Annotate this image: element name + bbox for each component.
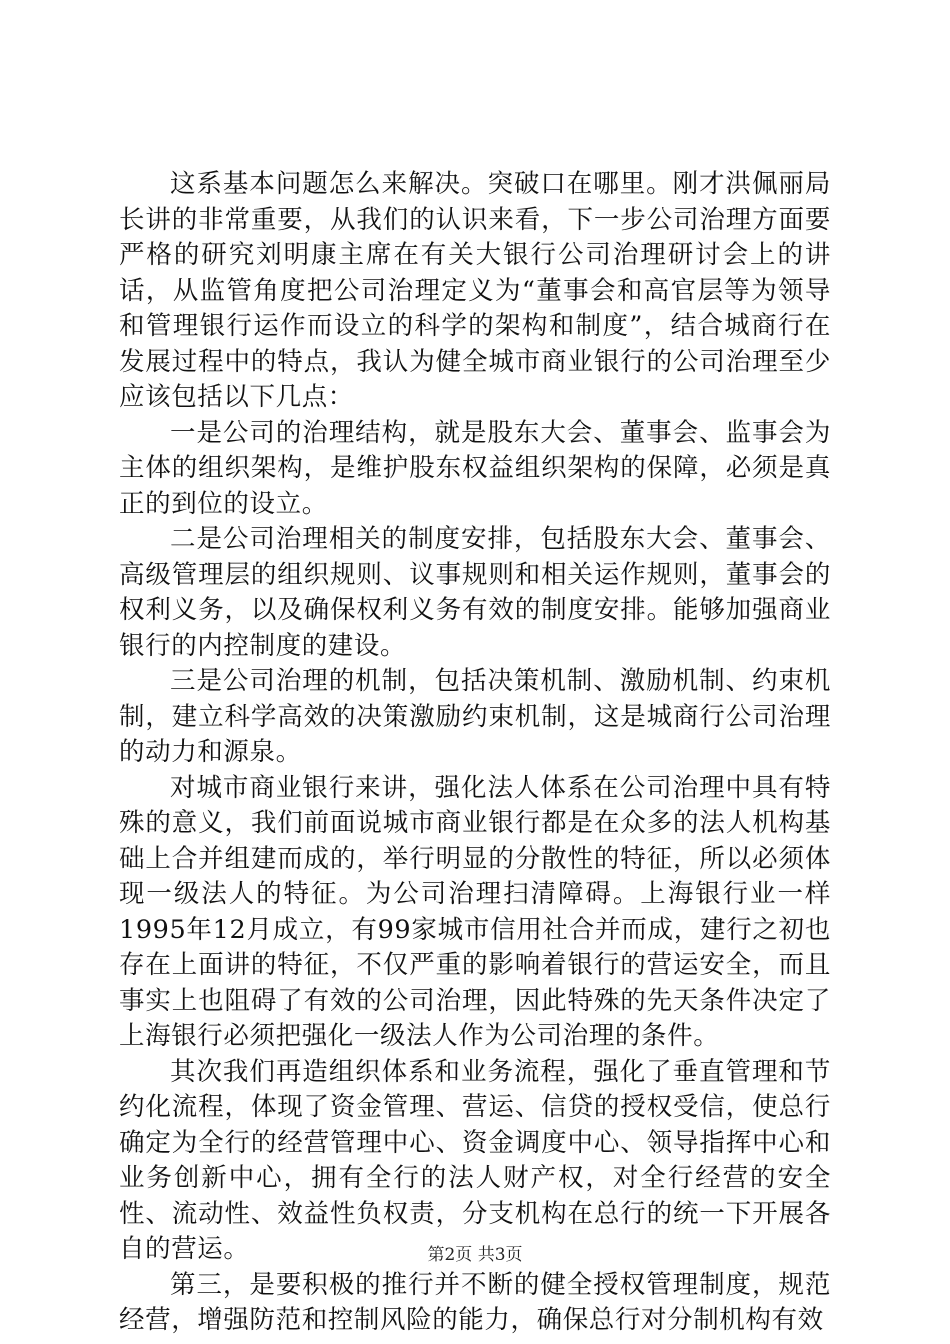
paragraph-1: 这系基本问题怎么来解决。突破口在哪里。刚才洪佩丽局长讲的非常重要，从我们的认识来看，下一步公司治理方面要严格的研究刘明康主席在有关大银行公司治理研讨会上的讲话，从监管角度把公司治理定义为“董事会和高官层等为领导和管理银行运作而设立的科学的架构和制度”，结合城商行在发展过程中的特点，我认为健全城市商业银行的公司治理至少应该包括以下几点： bbox=[119, 169, 831, 412]
paragraph-3: 二是公司治理相关的制度安排，包括股东大会、董事会、高级管理层的组织规则、议事规则和相关运作规则，董事会的权利义务，以及确保权利义务有效的制度安排。能够加强商业银行的内控制度的建设。 bbox=[119, 524, 831, 661]
paragraph-7: 第三，是要积极的推行并不断的健全授权管理制度，规范经营，增强防范和控制风险的能力，确保总行对分制机构有效 bbox=[119, 1269, 831, 1335]
page-number-footer: 第2页 共3页 bbox=[427, 1245, 523, 1265]
paragraph-5: 对城市商业银行来讲，强化法人体系在公司治理中具有特殊的意义，我们前面说城市商业银行都是在众多的法人机构基础上合并组建而成的，举行明显的分散性的特征，所以必须体现一级法人的特征。为公司治理扫清障碍。上海银行业一样1995年12月成立，有99家城市信用社合并而成，建行之初也存在上面讲的特征，不仅严重的影响着银行的营运安全，而且事实上也阻碍了有效的公司治理，因此特殊的先天条件决定了上海银行必须把强化一级法人作为公司治理的条件。 bbox=[119, 772, 831, 1051]
paragraph-4: 三是公司治理的机制，包括决策机制、激励机制、约束机制，建立科学高效的决策激励约束机制，这是城商行公司治理的动力和源泉。 bbox=[119, 666, 831, 767]
paragraph-6: 其次我们再造组织体系和业务流程，强化了垂直管理和节约化流程，体现了资金管理、营运、信贷的授权受信，使总行确定为全行的经营管理中心、资金调度中心、领导指挥中心和业务创新中心，拥有全行的法人财产权，对全行经营的安全性、流动性、效益性负权责，分支机构在总行的统一下开展各自的营运。 bbox=[119, 1056, 831, 1264]
paragraph-2: 一是公司的治理结构，就是股东大会、董事会、监事会为主体的组织架构，是维护股东权益组织架构的保障，必须是真正的到位的设立。 bbox=[119, 417, 831, 519]
document-body bbox=[119, 167, 831, 1339]
